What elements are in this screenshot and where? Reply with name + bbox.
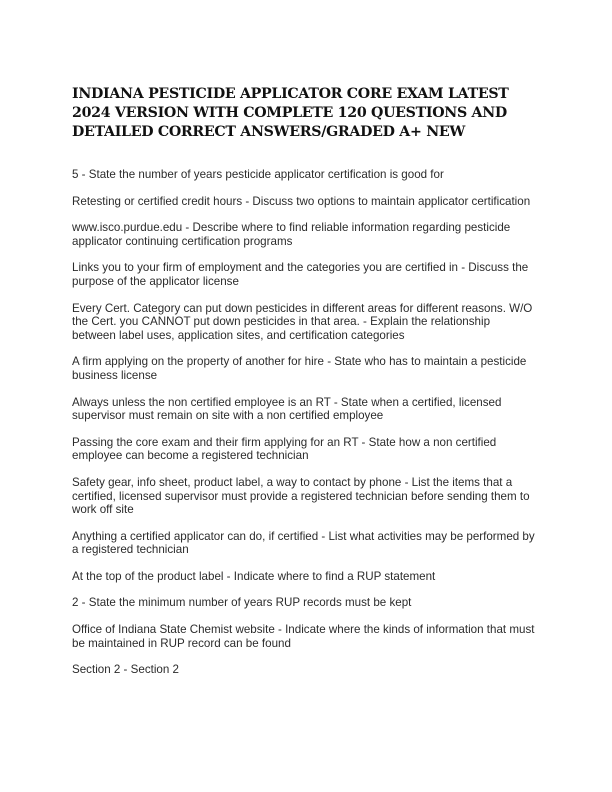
qa-item: Links you to your firm of employment and the categories you are certified in - Discuss the purpose of the applicator license (72, 261, 529, 288)
qa-item: Always unless the non certified employee is an RT - State when a certified, licensed supervisor must remain on site with a non certified employee (72, 395, 502, 423)
qa-item: Section 2 - Section 2 (72, 663, 179, 677)
qa-item: Passing the core exam and their firm applying for an RT - State how a non certified employee can become a registered technician (72, 435, 497, 463)
qa-item: Retesting or certified credit hours - Discuss two options to maintain applicator certification (72, 194, 531, 208)
qa-item: Safety gear, info sheet, product label, a way to contact by phone - List the items that a certified, licensed supervisor must provide a registered technician before sending them to work off site (72, 475, 530, 517)
qa-item: 2 - State the minimum number of years RUP records must be kept (72, 596, 412, 610)
qa-item: 5 - State the number of years pesticide applicator certification is good for (72, 168, 444, 181)
qa-item: A firm applying on the property of another for hire - State who has to maintain a pesticide business license (72, 355, 527, 382)
qa-item: Office of Indiana State Chemist website - Indicate where the kinds of information that must be maintained in RUP record can be found (72, 623, 535, 650)
document-title: INDIANA PESTICIDE APPLICATOR CORE EXAM LATEST 2024 VERSION WITH COMPLETE 120 QUESTIONS AND DETAILED CORRECT ANSWERS/GRADED A+ NEW (72, 86, 509, 140)
qa-item: Every Cert. Category can put down pesticides in different areas for different reasons. W/O the Cert. you CANNOT put down pesticides in that area. - Explain the relationship between label uses, application sites, and certification categories (72, 301, 533, 342)
qa-item: At the top of the product label - Indicate where to find a RUP statement (72, 569, 436, 583)
qa-item: Anything a certified applicator can do, if certified - List what activities may be performed by a registered technician (72, 529, 535, 557)
qa-item: www.isco.purdue.edu - Describe where to find reliable information regarding pesticide applicator continuing certification programs (72, 221, 511, 248)
qa-list (72, 168, 537, 690)
